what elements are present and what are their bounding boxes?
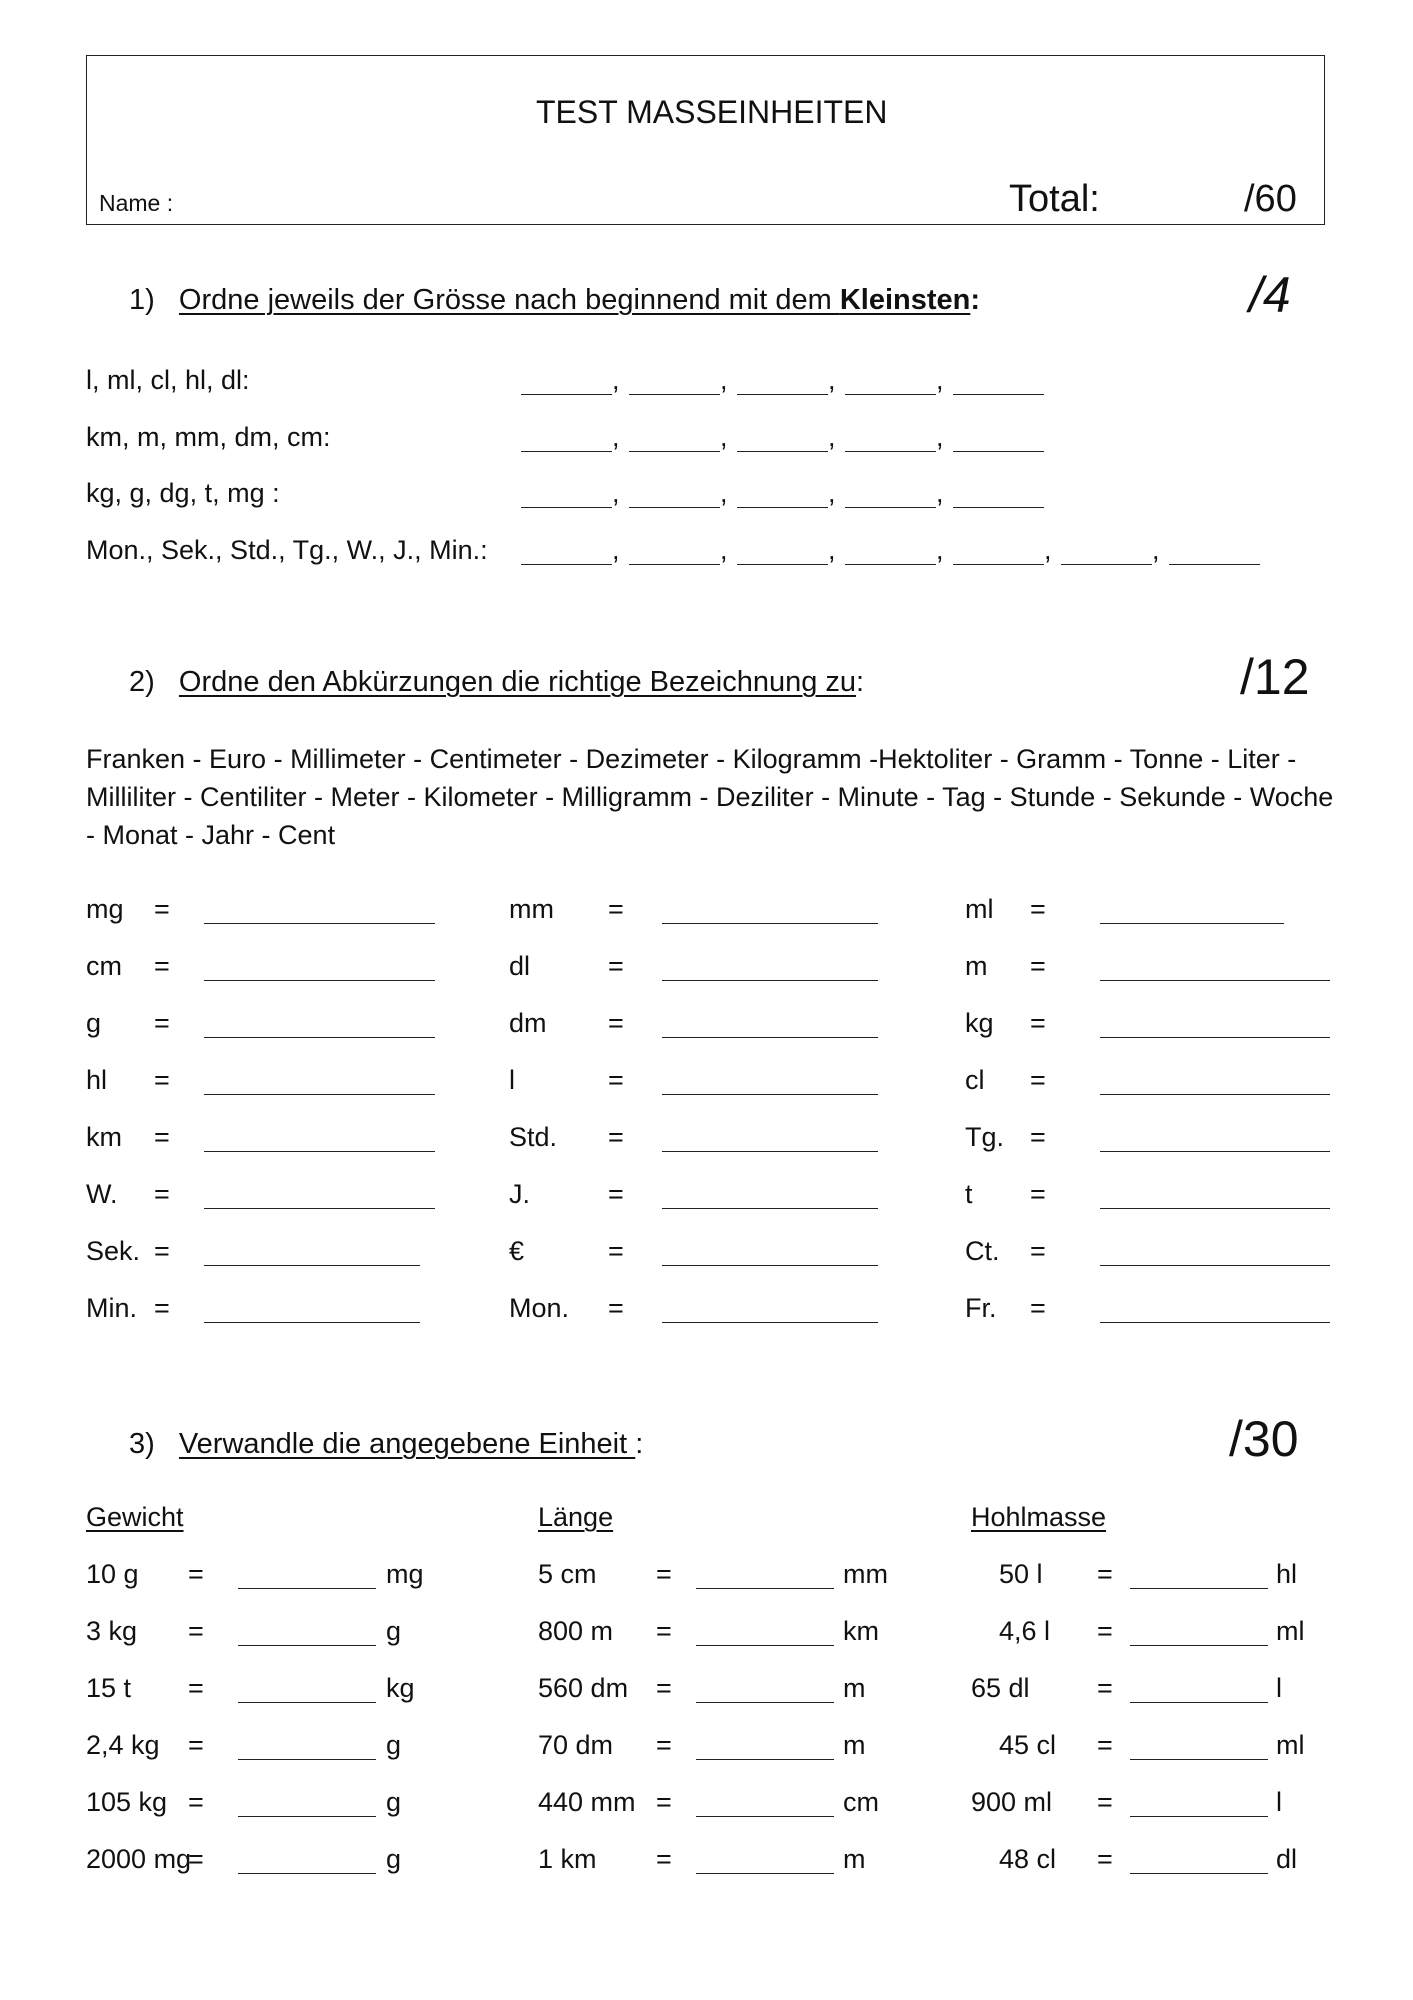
equals-sign: = xyxy=(154,1179,170,1209)
answer-blank[interactable] xyxy=(1100,1037,1330,1038)
target-unit: m xyxy=(843,1844,866,1874)
given-value: 4,6 l xyxy=(999,1616,1051,1646)
answer-blank[interactable] xyxy=(521,564,612,565)
section1-score: /4 xyxy=(1249,267,1291,323)
equals-sign: = xyxy=(608,1065,624,1095)
comma-separator: , xyxy=(936,365,944,395)
answer-blank[interactable] xyxy=(696,1702,834,1703)
abbreviation: cl xyxy=(965,1065,985,1095)
answer-blank[interactable] xyxy=(521,394,612,395)
abbreviation: t xyxy=(965,1179,973,1209)
answer-blank[interactable] xyxy=(629,564,720,565)
answer-blank[interactable] xyxy=(1100,1322,1330,1323)
equals-sign: = xyxy=(154,1293,170,1323)
column-heading: Gewicht xyxy=(86,1502,184,1532)
answer-blank[interactable] xyxy=(1100,1265,1330,1266)
answer-blank[interactable] xyxy=(953,564,1044,565)
section1-instruction: Ordne jeweils der Grösse nach beginnend mit dem xyxy=(178,284,840,316)
equals-sign: = xyxy=(656,1616,672,1646)
answer-blank[interactable] xyxy=(953,394,1044,395)
abbreviation: Sek. xyxy=(86,1236,141,1266)
given-value: 50 l xyxy=(999,1559,1043,1589)
equals-sign: = xyxy=(188,1616,204,1646)
given-value: 3 kg xyxy=(86,1616,138,1646)
answer-blank[interactable] xyxy=(662,1037,878,1038)
comma-separator: , xyxy=(936,478,944,508)
section3-score: /30 xyxy=(1229,1411,1299,1467)
section2-score: /12 xyxy=(1240,649,1310,705)
target-unit: mg xyxy=(386,1559,424,1589)
abbreviation: hl xyxy=(86,1065,108,1095)
given-value: 800 m xyxy=(538,1616,614,1646)
section2-heading xyxy=(129,666,864,699)
target-unit: m xyxy=(843,1730,866,1760)
abbreviation: cm xyxy=(86,951,122,981)
section1-instruction-bold: Kleinsten xyxy=(839,284,971,316)
section3-heading xyxy=(129,1428,643,1461)
equals-sign: = xyxy=(1030,894,1046,924)
answer-blank[interactable] xyxy=(204,1265,420,1266)
equals-sign: = xyxy=(188,1673,204,1703)
equals-sign: = xyxy=(154,1065,170,1095)
answer-blank[interactable] xyxy=(204,1094,435,1095)
answer-blank[interactable] xyxy=(521,507,612,508)
target-unit: ml xyxy=(1276,1730,1305,1760)
target-unit: hl xyxy=(1276,1559,1298,1589)
equals-sign: = xyxy=(154,894,170,924)
section3-instruction-suffix: : xyxy=(635,1428,644,1460)
abbreviation: Tg. xyxy=(965,1122,1005,1152)
given-value: 65 dl xyxy=(971,1673,1030,1703)
abbreviation: dl xyxy=(509,951,531,981)
answer-blank[interactable] xyxy=(662,1265,878,1266)
comma-separator: , xyxy=(1152,535,1160,565)
comma-separator: , xyxy=(720,535,728,565)
answer-blank[interactable] xyxy=(1100,980,1330,981)
answer-blank[interactable] xyxy=(737,451,828,452)
answer-blank[interactable] xyxy=(204,1151,435,1152)
answer-blank[interactable] xyxy=(696,1759,834,1760)
section1-instruction-suffix: : xyxy=(970,284,981,316)
answer-blank[interactable] xyxy=(1061,564,1152,565)
answer-blank[interactable] xyxy=(1130,1702,1268,1703)
section3-number: 3) xyxy=(129,1428,155,1460)
comma-separator: , xyxy=(828,478,836,508)
answer-blank[interactable] xyxy=(629,451,720,452)
section2-instruction: Ordne den Abkürzungen die richtige Bezeichnung zu xyxy=(178,666,857,698)
given-value: 105 kg xyxy=(86,1787,168,1817)
equals-sign: = xyxy=(154,1008,170,1038)
comma-separator: , xyxy=(1044,535,1052,565)
answer-blank[interactable] xyxy=(737,507,828,508)
answer-blank[interactable] xyxy=(1130,1816,1268,1817)
equals-sign: = xyxy=(188,1730,204,1760)
answer-blank[interactable] xyxy=(953,451,1044,452)
target-unit: g xyxy=(386,1844,402,1874)
equals-sign: = xyxy=(154,1236,170,1266)
answer-blank[interactable] xyxy=(238,1645,376,1646)
equals-sign: = xyxy=(154,951,170,981)
answer-blank[interactable] xyxy=(238,1588,376,1589)
given-value: 560 dm xyxy=(538,1673,629,1703)
target-unit: l xyxy=(1276,1787,1282,1817)
comma-separator: , xyxy=(936,422,944,452)
abbreviation: Min. xyxy=(86,1293,138,1323)
equals-sign: = xyxy=(608,1179,624,1209)
answer-blank[interactable] xyxy=(1130,1645,1268,1646)
abbreviation: Mon. xyxy=(509,1293,570,1323)
order-row-label: l, ml, cl, hl, dl: xyxy=(86,365,250,395)
target-unit: m xyxy=(843,1673,866,1703)
equals-sign: = xyxy=(188,1559,204,1589)
equals-sign: = xyxy=(1030,1122,1046,1152)
abbreviation: m xyxy=(965,951,988,981)
comma-separator: , xyxy=(828,422,836,452)
name-label: Name : xyxy=(99,190,174,216)
answer-blank[interactable] xyxy=(1100,1208,1330,1209)
total-label: Total: xyxy=(1009,178,1100,220)
equals-sign: = xyxy=(1097,1844,1113,1874)
abbreviation: Std. xyxy=(509,1122,558,1152)
answer-blank[interactable] xyxy=(629,394,720,395)
comma-separator: , xyxy=(720,478,728,508)
answer-blank[interactable] xyxy=(845,451,936,452)
equals-sign: = xyxy=(1097,1616,1113,1646)
equals-sign: = xyxy=(608,1122,624,1152)
equals-sign: = xyxy=(1097,1673,1113,1703)
section3-instruction: Verwandle die angegebene Einheit xyxy=(178,1428,636,1460)
answer-blank[interactable] xyxy=(1130,1588,1268,1589)
worksheet-title: TEST MASSEINHEITEN xyxy=(536,94,888,130)
answer-blank[interactable] xyxy=(238,1816,376,1817)
equals-sign: = xyxy=(1097,1559,1113,1589)
abbreviation: Fr. xyxy=(965,1293,997,1323)
equals-sign: = xyxy=(608,951,624,981)
answer-blank[interactable] xyxy=(737,394,828,395)
answer-blank[interactable] xyxy=(1100,1151,1330,1152)
header-box xyxy=(86,55,1325,225)
answer-blank[interactable] xyxy=(204,1322,420,1323)
answer-blank[interactable] xyxy=(662,1151,878,1152)
answer-blank[interactable] xyxy=(204,980,435,981)
order-row-label: kg, g, dg, t, mg : xyxy=(86,478,280,508)
abbreviation: km xyxy=(86,1122,122,1152)
equals-sign: = xyxy=(1097,1730,1113,1760)
comma-separator: , xyxy=(612,422,620,452)
target-unit: cm xyxy=(843,1787,879,1817)
answer-blank[interactable] xyxy=(696,1816,834,1817)
equals-sign: = xyxy=(608,894,624,924)
target-unit: kg xyxy=(386,1673,415,1703)
comma-separator: , xyxy=(612,535,620,565)
comma-separator: , xyxy=(612,365,620,395)
abbreviation: W. xyxy=(86,1179,118,1209)
answer-blank[interactable] xyxy=(953,507,1044,508)
equals-sign: = xyxy=(656,1730,672,1760)
section2-instruction-suffix: : xyxy=(856,666,865,698)
answer-blank[interactable] xyxy=(845,394,936,395)
equals-sign: = xyxy=(656,1559,672,1589)
given-value: 1 km xyxy=(538,1844,597,1874)
equals-sign: = xyxy=(608,1008,624,1038)
target-unit: l xyxy=(1276,1673,1282,1703)
given-value: 45 cl xyxy=(999,1730,1057,1760)
comma-separator: , xyxy=(828,535,836,565)
comma-separator: , xyxy=(720,422,728,452)
equals-sign: = xyxy=(656,1844,672,1874)
equals-sign: = xyxy=(1030,1065,1046,1095)
equals-sign: = xyxy=(1030,1008,1046,1038)
answer-blank[interactable] xyxy=(696,1645,834,1646)
target-unit: mm xyxy=(843,1559,888,1589)
equals-sign: = xyxy=(656,1787,672,1817)
answer-blank[interactable] xyxy=(1169,564,1260,565)
abbreviation: kg xyxy=(965,1008,994,1038)
target-unit: ml xyxy=(1276,1616,1305,1646)
given-value: 70 dm xyxy=(538,1730,614,1760)
abbreviation: g xyxy=(86,1008,102,1038)
given-value: 440 mm xyxy=(538,1787,636,1817)
answer-blank[interactable] xyxy=(662,1094,878,1095)
abbreviation: mm xyxy=(509,894,554,924)
target-unit: g xyxy=(386,1730,402,1760)
column-heading: Hohlmasse xyxy=(971,1502,1107,1532)
abbreviation: ml xyxy=(965,894,994,924)
abbreviation: l xyxy=(509,1065,515,1095)
section1-number: 1) xyxy=(129,284,155,316)
order-row-label: Mon., Sek., Std., Tg., W., J., Min.: xyxy=(86,535,488,565)
answer-blank[interactable] xyxy=(696,1588,834,1589)
answer-blank[interactable] xyxy=(662,1322,878,1323)
given-value: 5 cm xyxy=(538,1559,597,1589)
equals-sign: = xyxy=(188,1844,204,1874)
answer-blank[interactable] xyxy=(662,923,878,924)
equals-sign: = xyxy=(608,1236,624,1266)
answer-blank[interactable] xyxy=(662,980,878,981)
answer-blank[interactable] xyxy=(845,507,936,508)
given-value: 900 ml xyxy=(971,1787,1053,1817)
equals-sign: = xyxy=(154,1122,170,1152)
column-heading: Länge xyxy=(538,1502,614,1532)
answer-blank[interactable] xyxy=(238,1873,376,1874)
equals-sign: = xyxy=(1097,1787,1113,1817)
answer-blank[interactable] xyxy=(238,1759,376,1760)
comma-separator: , xyxy=(720,365,728,395)
answer-blank[interactable] xyxy=(1130,1759,1268,1760)
section1-heading xyxy=(129,284,980,317)
abbreviation: Ct. xyxy=(965,1236,1000,1266)
target-unit: g xyxy=(386,1787,402,1817)
answer-blank[interactable] xyxy=(204,1037,435,1038)
comma-separator: , xyxy=(612,478,620,508)
target-unit: g xyxy=(386,1616,402,1646)
abbreviation: € xyxy=(509,1236,525,1266)
answer-blank[interactable] xyxy=(204,1208,435,1209)
abbreviation: J. xyxy=(509,1179,531,1209)
target-unit: dl xyxy=(1276,1844,1298,1874)
equals-sign: = xyxy=(656,1673,672,1703)
answer-blank[interactable] xyxy=(662,1208,878,1209)
answer-blank[interactable] xyxy=(204,923,435,924)
section2-number: 2) xyxy=(129,666,155,698)
answer-blank[interactable] xyxy=(1100,923,1284,924)
equals-sign: = xyxy=(1030,951,1046,981)
equals-sign: = xyxy=(1030,1293,1046,1323)
abbreviation: mg xyxy=(86,894,124,924)
target-unit: km xyxy=(843,1616,879,1646)
comma-separator: , xyxy=(936,535,944,565)
word-bank: Franken - Euro - Millimeter - Centimeter - Dezimeter - Kilogramm -Hektoliter - Gramm - Tonne - Liter - Milliliter - Centiliter - Meter - Kilometer - Milligramm - Deziliter - Minute - Tag - Stunde - Sekunde - Woche - Monat - Jahr - Cent xyxy=(86,744,1334,850)
given-value: 2000 mg xyxy=(86,1844,192,1874)
answer-blank[interactable] xyxy=(521,451,612,452)
given-value: 48 cl xyxy=(999,1844,1057,1874)
answer-blank[interactable] xyxy=(629,507,720,508)
equals-sign: = xyxy=(608,1293,624,1323)
answer-blank[interactable] xyxy=(238,1702,376,1703)
answer-blank[interactable] xyxy=(845,564,936,565)
answer-blank[interactable] xyxy=(737,564,828,565)
order-row-label: km, m, mm, dm, cm: xyxy=(86,422,331,452)
given-value: 2,4 kg xyxy=(86,1730,160,1760)
equals-sign: = xyxy=(188,1787,204,1817)
equals-sign: = xyxy=(1030,1236,1046,1266)
equals-sign: = xyxy=(1030,1179,1046,1209)
answer-blank[interactable] xyxy=(1100,1094,1330,1095)
total-max: /60 xyxy=(1244,178,1297,220)
abbreviation: dm xyxy=(509,1008,547,1038)
comma-separator: , xyxy=(828,365,836,395)
given-value: 15 t xyxy=(86,1673,132,1703)
given-value: 10 g xyxy=(86,1559,139,1589)
answer-blank[interactable] xyxy=(696,1873,834,1874)
answer-blank[interactable] xyxy=(1130,1873,1268,1874)
